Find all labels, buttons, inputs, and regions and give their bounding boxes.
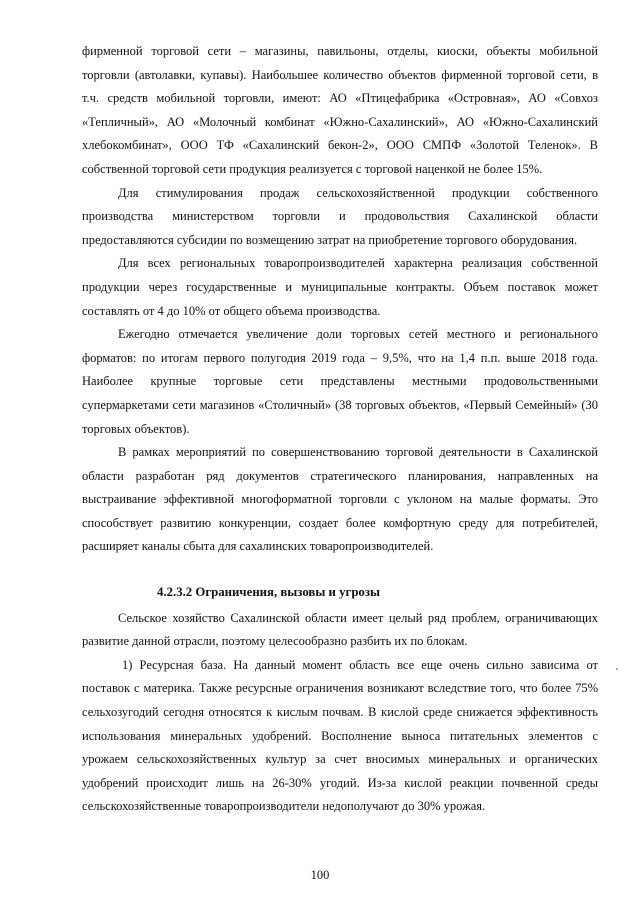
paragraph-1: фирменной торговой сети – магазины, павильоны, отделы, киоски, объекты мобильной торговли (автолавки, купавы). Наибольшее количество объектов фирменной торговой сети, в т.ч. средств мобильной торговли, имеют: АО «Птицефабрика «Островная», АО «Совхоз «Тепличный», АО «Молочный комбинат «Южно-Сахалинский», АО «Южно-Сахалинский хлебокомбинат», ООО ТФ «Сахалинский бекон-2», ООО СМПФ «Золотой Теленок». В собственной торговой сети продукция реализуется с торговой наценкой не более 15%. — [82, 44, 598, 176]
paragraph-3: Для всех региональных товаропроизводителей характерна реализация собственной продукции через государственные и муниципальные контракты. Объем поставок может составлять от 4 до 10% от общего объема производства. — [82, 256, 598, 318]
margin-mark — [616, 668, 618, 670]
section-paragraph-1: Сельское хозяйство Сахалинской области имеет целый ряд проблем, ограничивающих развитие данной отрасли, поэтому целесообразно разбить их по блокам. — [82, 610, 598, 649]
page-number: 100 — [310, 868, 330, 882]
paragraph-5: В рамках мероприятий по совершенствованию торговой деятельности в Сахалинской области разработан ряд документов стратегического планирования, направленных на выстраивание эффективной многоформатной торговли с уклоном на малые форматы. Это способствует развитию конкуренции, создает более комфортную среду для потребителей, расширяет каналы сбыта для сахалинских товаропроизводителей. — [82, 445, 598, 554]
document-page — [82, 40, 598, 819]
section-paragraph-2: 1) Ресурсная база. На данный момент область все еще очень сильно зависима от поставок с материка. Также ресурсные ограничения возникают вследствие того, что более 75% сельхозугодий сегодня относятся к кислым почвам. В кислой среде снижается эффективность использования минеральных удобрений. Восполнение выноса питательных элементов с урожаем сельскохозяйственных культур за счет вносимых минеральных и органических удобрений происходит лишь на 26-30% угодий. Из-за кислой реакции почвенной среды сельскохозяйственные товаропроизводители недополучают до 30% урожая. — [82, 657, 598, 814]
paragraph-4: Ежегодно отмечается увеличение доли торговых сетей местного и регионального форматов: по итогам первого полугодия 2019 года – 9,5%, что на 1,4 п.п. выше 2018 года. Наиболее крупные торговые сети представлены местными продовольственными супермаркетами сети магазинов «Столичный» (38 торговых объектов, «Первый Семейный» (30 торговых объектов). — [82, 327, 598, 436]
paragraph-2: Для стимулирования продаж сельскохозяйственной продукции собственного производства министерством торговли и продовольствия Сахалинской области предоставляются субсидии по возмещению затрат на приобретение торгового оборудования. — [82, 185, 598, 247]
section-heading: 4.2.3.2 Ограничения, вызовы и угрозы — [157, 585, 380, 600]
